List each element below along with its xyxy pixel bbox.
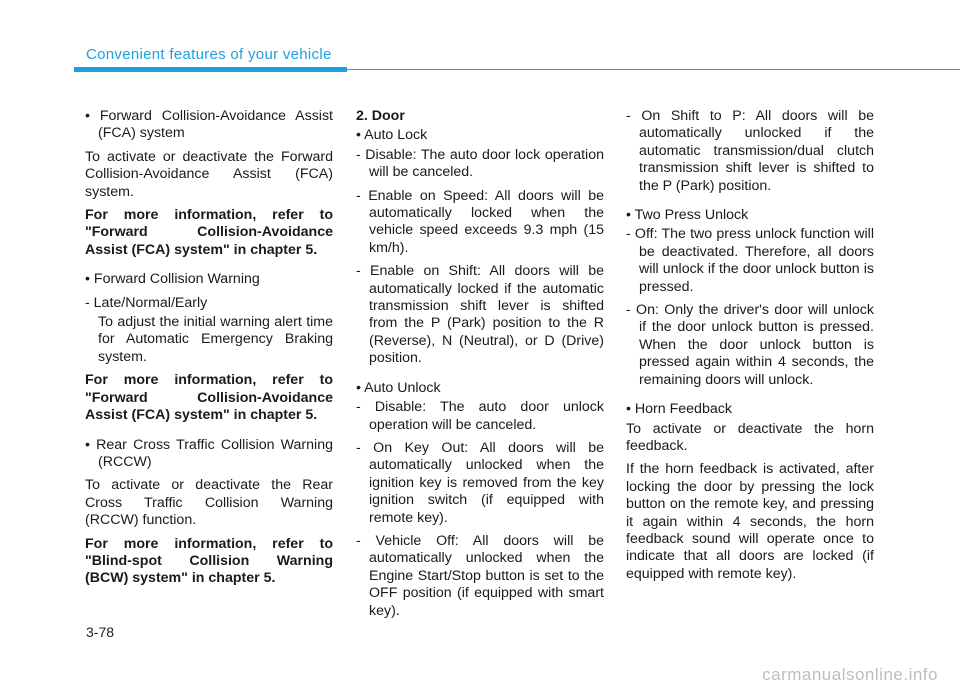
option-late-normal-early: - Late/Normal/Early — [85, 294, 208, 311]
header-rule-thin — [347, 69, 960, 70]
paragraph-fcw-desc: To adjust the initial warning alert time for Automatic Emergency Braking system. — [98, 314, 333, 365]
bullet-rccw: • Rear Cross Traffic Collision Warning (RCCW) — [85, 436, 333, 470]
section-heading-door: 2. Door — [356, 108, 405, 124]
option-auto-lock-enable-speed: - Enable on Speed: All doors will be automatically locked when the vehicle speed exceeds 9.3 mph (15 km/h). — [356, 187, 604, 256]
paragraph-horn-feedback-desc: To activate or deactivate the horn feedback. — [626, 420, 874, 454]
option-two-press-on: - On: Only the driver's door will unlock if the door unlock button is pressed. When the door unlock button is pressed again within 4 seconds, the remaining doors will unlock. — [626, 302, 874, 388]
bullet-auto-lock: • Auto Lock — [356, 127, 428, 144]
option-auto-unlock-disable: - Disable: The auto door unlock operation will be canceled. — [356, 399, 604, 433]
page-number: 3-78 — [86, 624, 115, 640]
option-auto-unlock-key-out: - On Key Out: All doors will be automatically unlocked when the ignition key is removed from the key ignition switch (if equipped with remote key). — [356, 439, 604, 526]
column-2 — [356, 108, 604, 626]
column-3 — [626, 108, 874, 589]
bullet-fca: • Forward Collision-Avoidance Assist (FCA) system — [85, 108, 333, 142]
reference-note-fcw: For more information, refer to "Forward Collision-Avoidance Assist (FCA) system" in chapter 5. — [85, 372, 333, 424]
bullet-fcw: • Forward Collision Warning — [85, 271, 260, 288]
option-auto-unlock-vehicle-off: - Vehicle Off: All doors will be automatically unlocked when the Engine Start/Stop button is set to the OFF position (if equipped with smart key). — [356, 532, 604, 619]
paragraph-fca-desc: To activate or deactivate the Forward Collision-Avoidance Assist (FCA) system. — [85, 148, 333, 200]
paragraph-horn-feedback-detail: If the horn feedback is activated, after locking the door by pressing the lock button on the remote key, and pressing it again within 4 seconds, the horn feedback sound will operate once to indicate that all doors are locked (if equipped with remote key). — [626, 461, 874, 582]
bullet-horn-feedback: • Horn Feedback — [626, 401, 732, 418]
bullet-auto-unlock: • Auto Unlock — [356, 379, 441, 396]
option-auto-lock-disable: - Disable: The auto door lock operation will be canceled. — [356, 146, 604, 181]
watermark: carmanualsonline.info — [762, 665, 938, 684]
column-1 — [85, 108, 333, 594]
option-auto-unlock-shift-p: - On Shift to P: All doors will be automatically unlocked if the automatic transmission/dual clutch transmission shift lever is shifted to the P (Park) position. — [626, 108, 874, 194]
reference-note-rccw: For more information, refer to "Blind-spot Collision Warning (BCW) system" in chapter 5. — [85, 535, 333, 587]
section-header-title: Convenient features of your vehicle — [86, 46, 332, 63]
paragraph-rccw-desc: To activate or deactivate the Rear Cross Traffic Collision Warning (RCCW) function. — [85, 477, 333, 529]
option-auto-lock-enable-shift: - Enable on Shift: All doors will be automatically locked if the automatic transmission shift lever is shifted from the P (Park) position to the R (Reverse), N (Neutral), or D (Drive) position. — [356, 263, 604, 367]
bullet-two-press-unlock: • Two Press Unlock — [626, 207, 749, 224]
header-rule-thick — [74, 67, 347, 72]
option-two-press-off: - Off: The two press unlock function will be deactivated. Therefore, all doors will unlock if the door unlock button is pressed. — [626, 226, 874, 295]
reference-note-fca: For more information, refer to "Forward Collision-Avoidance Assist (FCA) system" in chapter 5. — [85, 207, 333, 258]
